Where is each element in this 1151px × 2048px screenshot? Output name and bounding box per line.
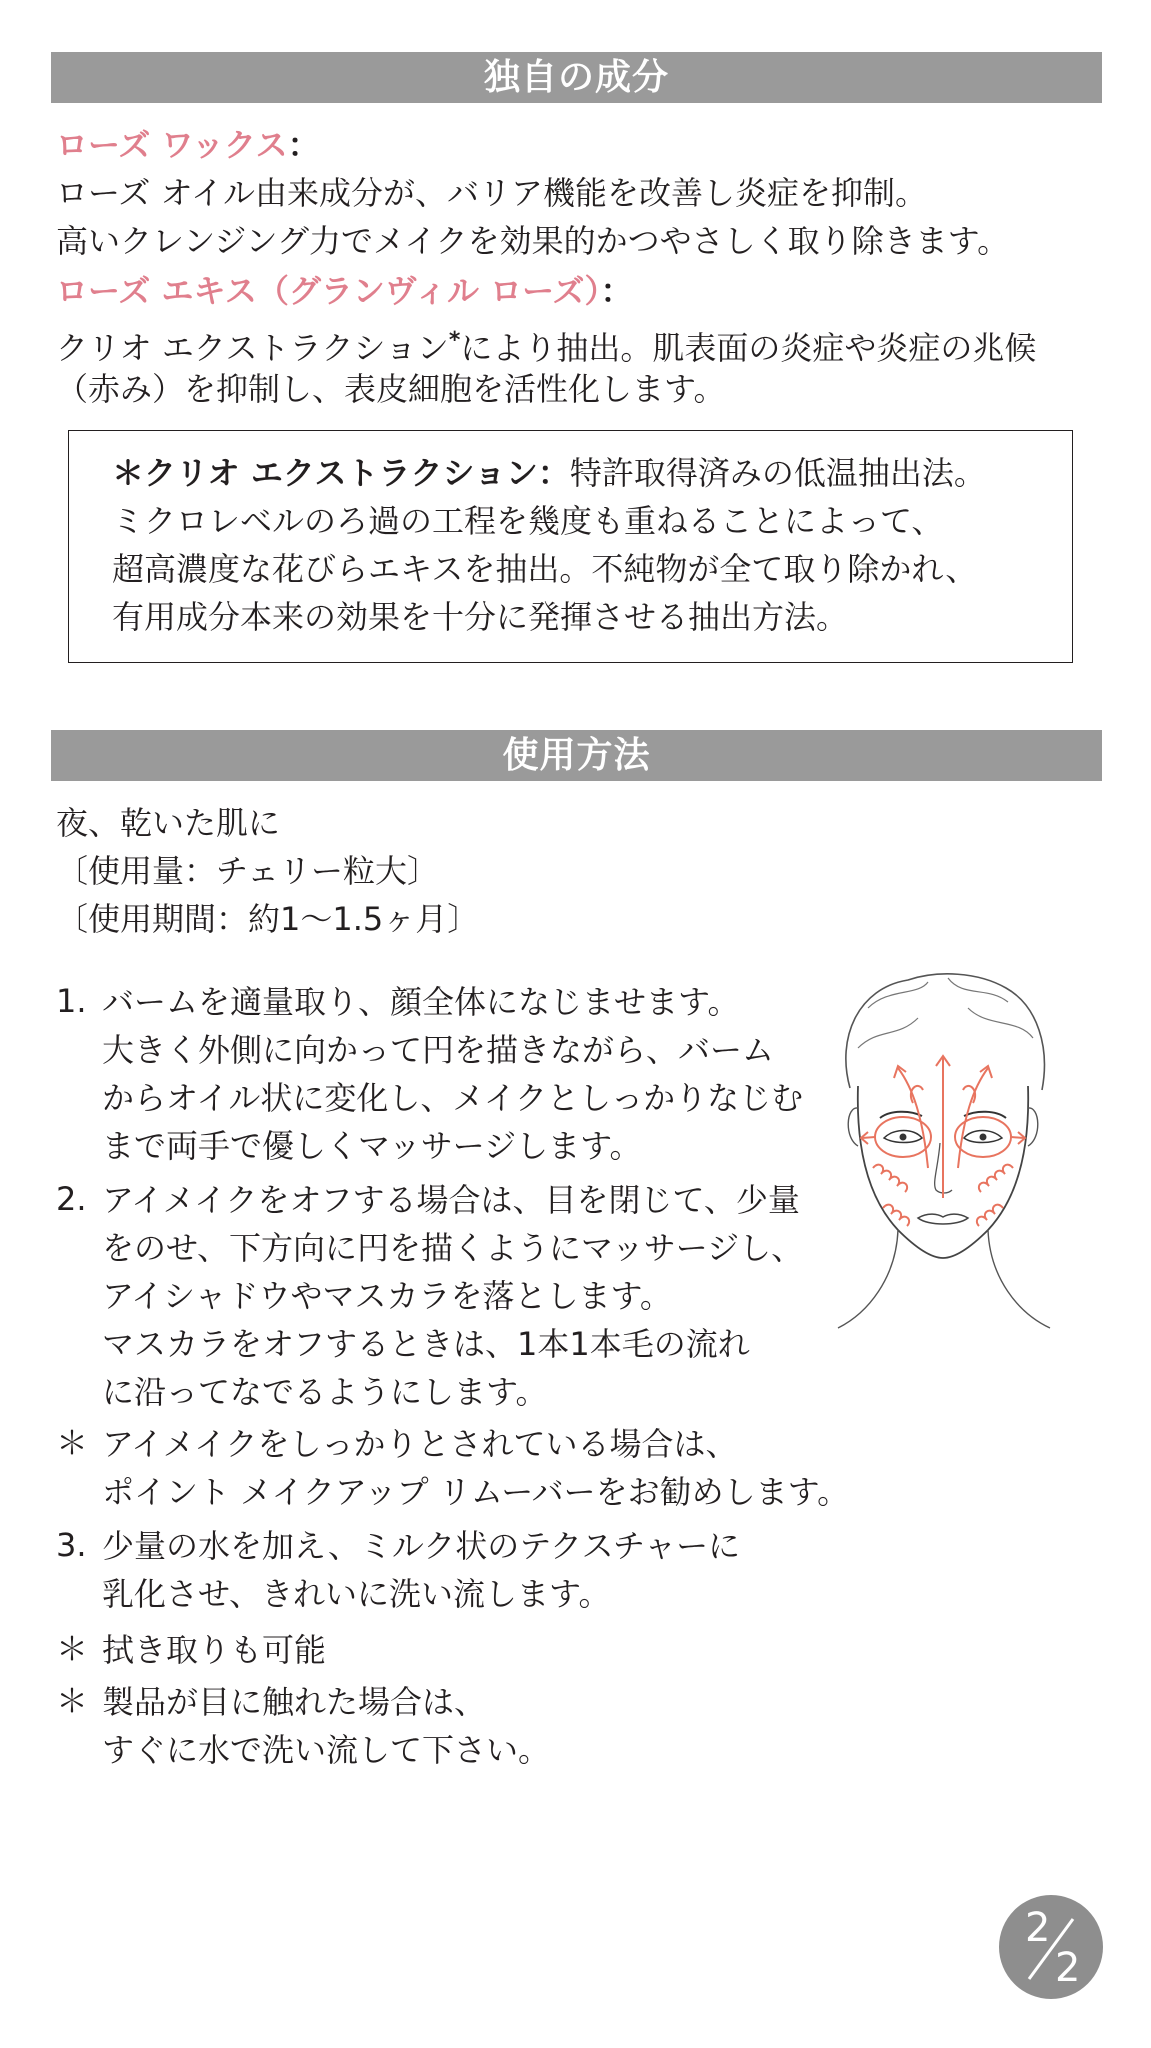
- rose-extract-desc-1a: クリオ エクストラクション: [56, 329, 449, 367]
- rose-wax-name: ローズ ワックス: [56, 126, 288, 164]
- rose-extract-desc-1b: により抽出。肌表面の炎症や炎症の兆候: [460, 329, 1037, 367]
- note-a-line-2: ポイント メイクアップ リムーバーをお勧めします。: [102, 1473, 850, 1511]
- note-term: ＊クリオ エクストラクション：: [112, 454, 570, 492]
- page-number-badge: [999, 1895, 1103, 1999]
- rose-extract-colon: ：: [600, 272, 633, 310]
- step-3-line-2: 乳化させ、きれいに洗い流します。: [102, 1575, 611, 1613]
- note-a-line-1: アイメイクをしっかりとされている場合は、: [102, 1425, 738, 1463]
- usage-amount: 〔使用量：チェリー粒大〕: [56, 852, 440, 890]
- step-3-line-1: 少量の水を加え、ミルク状のテクスチャーに: [102, 1527, 741, 1565]
- rose-wax-heading: [56, 122, 320, 168]
- page-current: 2: [1025, 1905, 1051, 1951]
- rose-wax-colon: ：: [287, 126, 320, 164]
- step-3-number: 3.: [56, 1526, 87, 1564]
- step-1-line-2: 大きく外側に向かって円を描きながら、バーム: [102, 1031, 775, 1069]
- rose-extract-desc-2: （赤み）を抑制し、表皮細胞を活性化します。: [56, 370, 726, 408]
- step-1-line-1: バームを適量取り、顔全体になじませます。: [102, 983, 740, 1021]
- step-2-line-4: マスカラをオフするときは、1本1本毛の流れ: [102, 1325, 750, 1363]
- rose-extract-name: ローズ エキス（グランヴィル ローズ）: [56, 272, 601, 310]
- note-c-line-2: すぐに水で洗い流して下さい。: [102, 1731, 551, 1769]
- page-total: 2: [1055, 1945, 1081, 1991]
- ingredients-section-title: 独自の成分: [51, 52, 1102, 103]
- note-line-1-text: 特許取得済みの低温抽出法。: [569, 454, 986, 492]
- step-2-line-5: に沿ってなでるようにします。: [102, 1373, 548, 1411]
- note-line-1: [112, 450, 986, 496]
- note-line-4: 有用成分本来の効果を十分に発揮させる抽出方法。: [112, 598, 849, 636]
- step-1-line-4: まで両手で優しくマッサージします。: [102, 1127, 642, 1165]
- step-2-number: 2.: [56, 1180, 87, 1218]
- note-line-2: ミクロレベルのろ過の工程を幾度も重ねることによって、: [112, 502, 944, 540]
- note-b-mark: ＊: [56, 1630, 89, 1668]
- step-1-number: 1.: [56, 982, 87, 1020]
- step-1-line-3: からオイル状に変化し、メイクとしっかりなじむ: [102, 1079, 804, 1117]
- rose-wax-desc-2: 高いクレンジング力でメイクを効果的かつやさしく取り除きます。: [56, 222, 1010, 260]
- step-2-line-3: アイシャドウやマスカラを落とします。: [102, 1277, 672, 1315]
- footnote-star: *: [448, 328, 461, 353]
- rose-extract-heading: [56, 268, 633, 314]
- note-c-line-1: 製品が目に触れた場合は、: [102, 1683, 487, 1721]
- rose-extract-desc-1: [56, 318, 1036, 371]
- note-b-text: 拭き取りも可能: [102, 1631, 327, 1669]
- usage-section-title: 使用方法: [51, 730, 1102, 781]
- note-line-3: 超高濃度な花びらエキスを抽出。不純物が全て取り除かれ、: [112, 550, 978, 588]
- usage-timing: 夜、乾いた肌に: [56, 804, 281, 842]
- rose-wax-desc-1: ローズ オイル由来成分が、バリア機能を改善し炎症を抑制。: [56, 174, 927, 212]
- face-massage-diagram-icon: [828, 968, 1058, 1358]
- step-2-line-1: アイメイクをオフする場合は、目を閉じて、少量: [102, 1181, 800, 1219]
- usage-period: 〔使用期間：約1〜1.5ヶ月〕: [56, 900, 480, 938]
- page-divider-slash: [999, 1895, 1103, 1999]
- step-2-line-2: をのせ、下方向に円を描くようにマッサージし、: [102, 1229, 804, 1267]
- note-c-mark: ＊: [56, 1682, 89, 1720]
- note-a-mark: ＊: [56, 1424, 89, 1462]
